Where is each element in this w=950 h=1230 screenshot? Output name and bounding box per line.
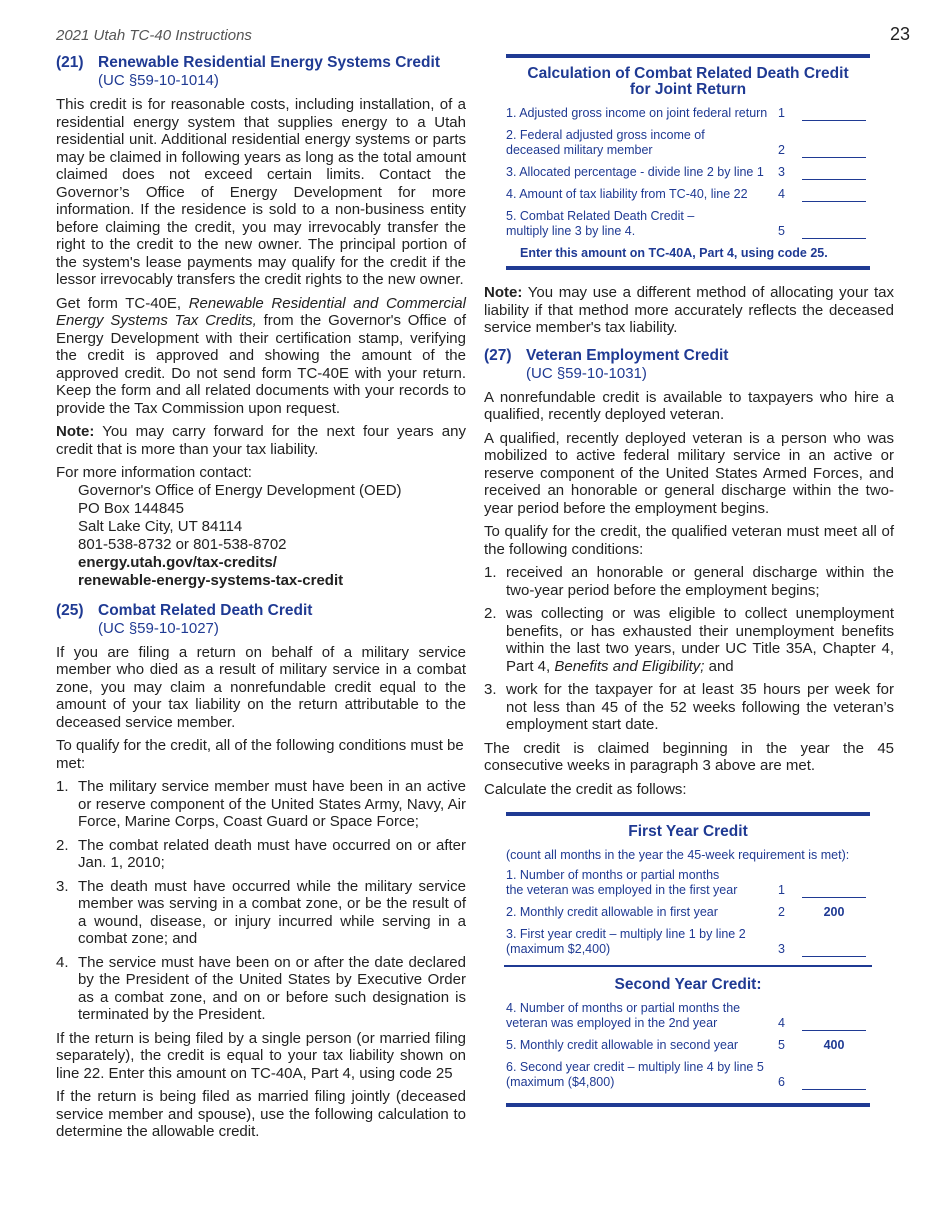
calc-line: 3. First year credit – multiply line 1 by line 2 (maximum $2,400) 3 xyxy=(506,927,870,957)
paragraph: Get form TC-40E, Renewable Residential and Commercial Energy Systems Tax Credits, from the Governor's Office of Energy Development with their certification stamp, verifying the credit is approved and showing the amount of the approved credit. Do not send form TC-40E with your return. Keep the form and all related documents with your records to provide the Tax Commission upon request. xyxy=(56,294,466,417)
section-27-heading xyxy=(484,347,894,365)
combat-death-calculation-box xyxy=(506,54,870,270)
second-year-title: Second Year Credit: xyxy=(614,976,762,993)
paragraph: If the return is being filed as married filing jointly (deceased service member and spouse), use the following calculation to determine the allowable credit. xyxy=(56,1088,466,1140)
contact-line: 801-538-8732 or 801-538-8702 xyxy=(78,535,287,553)
paragraph: If you are filing a return on behalf of a military service member who died as a result of military service in a combat zone, you may claim a nonrefundable credit equal to the amount of your tax liability on the return attributable to the deceased service member. xyxy=(56,643,466,731)
line-4-blank[interactable] xyxy=(802,1018,866,1031)
document-header-title: 2021 Utah TC-40 Instructions xyxy=(56,27,252,44)
note-label: Note: xyxy=(56,423,95,440)
page-number: 23 xyxy=(890,24,911,44)
first-year-subtitle: (count all months in the year the 45-week requirement is met): xyxy=(506,848,850,862)
paragraph: To qualify for the credit, all of the following conditions must be met: xyxy=(56,737,464,772)
monthly-credit-value: 400 xyxy=(823,1038,845,1052)
paragraph: If the return is being filed by a single person (or married filing separately), the credit is equal to your tax liability shown on line 22. Enter this amount on TC-40A, Part 4, using code 25 xyxy=(56,1029,466,1082)
calc-line: 5. Monthly credit allowable in second year 5 400 xyxy=(506,1038,870,1053)
list-item: 1. received an honorable or general discharge within the two-year period before the employment begins; xyxy=(484,564,894,599)
conditions-list xyxy=(484,564,894,734)
contact-line: Salt Lake City, UT 84114 xyxy=(78,517,243,535)
line-2-blank[interactable] xyxy=(802,145,866,158)
contact-block xyxy=(78,482,466,590)
paragraph: A nonrefundable credit is available to taxpayers who hire a qualified, recently deployed veteran. xyxy=(484,388,894,423)
section-number: (25) xyxy=(56,601,84,619)
calc-line: 6. Second year credit – multiply line 4 by line 5 (maximum ($4,800) 6 xyxy=(506,1060,870,1090)
contact-line: PO Box 144845 xyxy=(78,499,184,517)
line-3-blank[interactable] xyxy=(802,167,866,180)
section-title: Renewable Residential Energy Systems Credit xyxy=(98,54,440,71)
list-item: 1. The military service member must have been in an active or reserve component of the United States Army, Navy, Air Force, Marine Corps, Coast Guard or Space Force; xyxy=(56,778,466,830)
form-title: Renewable Residential and Commercial Energy Systems Tax Credits, xyxy=(56,294,466,329)
calc-line: 1. Number of months or partial months the veteran was employed in the first year 1 xyxy=(506,868,870,898)
section-title: Veteran Employment Credit xyxy=(526,346,729,364)
divider xyxy=(504,965,872,967)
line-5-blank[interactable] xyxy=(802,226,866,239)
line-4-blank[interactable] xyxy=(802,189,866,202)
calc-line: 2. Federal adjusted gross income of deceased military member 2 xyxy=(506,128,870,158)
section-title: Combat Related Death Credit xyxy=(98,601,313,619)
left-column xyxy=(56,54,466,1147)
box-title: for Joint Return xyxy=(629,81,747,98)
contact-line: Governor's Office of Energy Development (OED) xyxy=(78,481,402,499)
calc-line: 3. Allocated percentage - divide line 2 by line 1 3 xyxy=(506,165,870,180)
section-number: (27) xyxy=(484,346,512,364)
veteran-credit-box xyxy=(506,812,870,1107)
section-25-heading xyxy=(56,602,466,620)
line-1-blank[interactable] xyxy=(802,108,866,121)
list-item: 3. The death must have occurred while the military service member was serving in a combat zone, or be the result of a wound, disease, or injury incurred while serving in a combat zone; and xyxy=(56,877,466,947)
calc-line: 4. Amount of tax liability from TC-40, line 22 4 xyxy=(506,187,870,202)
contact-intro: For more information contact: xyxy=(56,464,252,481)
paragraph: A qualified, recently deployed veteran is a person who was mobilized to active federal military service in an active or reserve component of the United States Armed Forces, and received an honorable or general discharge within the two-year period before the employment begins. xyxy=(484,429,894,517)
first-year-title: First Year Credit xyxy=(628,823,748,840)
calc-line: 2. Monthly credit allowable in first year 2 200 xyxy=(506,905,870,920)
list-item: 3. work for the taxpayer for at least 35 hours per week for not less than 45 of the 52 weeks following the veteran’s employment start date. xyxy=(484,681,894,733)
note-label: Note: xyxy=(484,284,523,301)
conditions-list xyxy=(56,778,466,1024)
calc-line: 5. Combat Related Death Credit – multiply line 3 by line 4. 5 xyxy=(506,209,870,239)
section-reference: (UC §59-10-1031) xyxy=(526,364,647,382)
note: Note: You may use a different method of allocating your tax liability if that method more accurately reflects the deceased service member's tax liability. xyxy=(484,284,894,336)
website-link[interactable]: renewable-energy-systems-tax-credit xyxy=(78,571,344,589)
section-number: (21) xyxy=(56,54,84,71)
paragraph: The credit is claimed beginning in the year the 45 consecutive weeks in paragraph 3 above are met. xyxy=(484,739,894,774)
box-instruction: Enter this amount on TC-40A, Part 4, using code 25. xyxy=(520,246,828,260)
box-title: Calculation of Combat Related Death Credit xyxy=(527,65,849,82)
section-reference: (UC §59-10-1014) xyxy=(98,72,219,89)
list-item: 4. The service must have been on or after the date declared by the President of the United States by Executive Order as a combat zone, and on or before such designation is terminated by the President. xyxy=(56,953,466,1023)
calc-line: 1. Adjusted gross income on joint federal return 1 xyxy=(506,106,870,121)
right-column xyxy=(484,54,894,1107)
website-link[interactable]: energy.utah.gov/tax-credits/ xyxy=(78,553,277,571)
line-3-blank[interactable] xyxy=(802,944,866,957)
section-reference: (UC §59-10-1027) xyxy=(98,619,219,637)
section-21-heading xyxy=(56,54,466,72)
calc-line: 4. Number of months or partial months the veteran was employed in the 2nd year 4 xyxy=(506,1001,870,1031)
list-item: 2. was collecting or was eligible to collect unemployment benefits, or has exhausted their unemployment benefits within the last two years, under UC Title 35A, Chapter 4, Part 4, Benefits and Eligibility; and xyxy=(484,605,894,675)
line-1-blank[interactable] xyxy=(802,885,866,898)
note: Note: You may carry forward for the next four years any credit that is more than your tax liability. xyxy=(56,423,466,458)
paragraph: To qualify for the credit, the qualified veteran must meet all of the following conditions: xyxy=(484,523,894,558)
paragraph: Calculate the credit as follows: xyxy=(484,780,687,798)
paragraph: This credit is for reasonable costs, including installation, of a residential energy system that supplies energy to a Utah residential unit. Additional residential energy systems or parts may be claimed in following years as long as the total amount claimed does not exceed certain limits. Contact the Governor’s Office of Energy Development for more information. If the residence is sold to a non-business entity before claiming the credit, you may irrevocably transfer the right to the credit to the new owner. The principal portion of the system's lease payments may qualify for the credit if the lessor irrevocably transfers the credit rights to the new owner. xyxy=(56,96,466,288)
list-item: 2. The combat related death must have occurred on or after Jan. 1, 2010; xyxy=(56,836,466,871)
line-6-blank[interactable] xyxy=(802,1077,866,1090)
monthly-credit-value: 200 xyxy=(823,905,845,919)
